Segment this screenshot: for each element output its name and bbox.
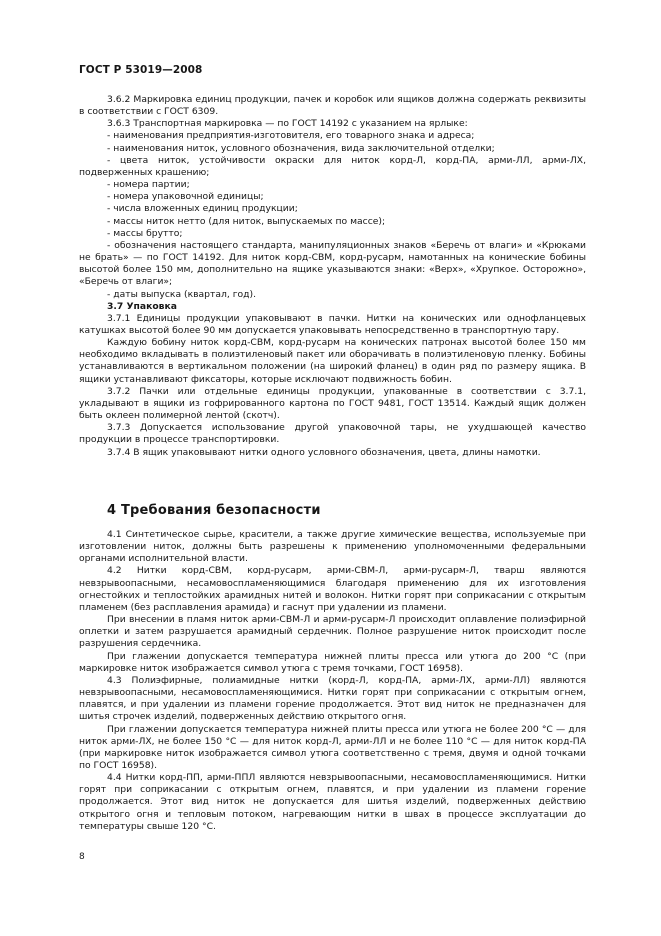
paragraph: 4.1 Синтетическое сырье, красители, а также другие химические вещества, используемые при изготовлении ниток, должны быть разрешены к применению уполномоченными федеральными органами исполнительной власти. bbox=[79, 529, 586, 565]
paragraph: - массы ниток нетто (для ниток, выпускаемых по массе); bbox=[107, 215, 386, 227]
paragraph: Каждую бобину ниток корд-СВМ, корд-русарм на конических патронах высотой более 150 мм необходимо вкладывать в полиэтиленовый пакет или оборачивать в полиэтиленовую пленку. Бобины устанавливаются в вертикальном положении (на широкий фланец) в один ряд по размеру ящика. В ящики устанавливают фиксаторы, которые исключают подвижность бобин. bbox=[79, 337, 586, 385]
paragraph: 4.4 Нитки корд-ПП, арми-ППЛ являются невзрывоопасными, несамовоспламеняющимися. Нитки горят при соприкасании с открытым огнем, плавятся, и при удалении из пламени горение продолжается. Этот вид ниток не допускается для шитья изделий, подверженных действию открытого огня и тепловым потоком, нагревающим нитки в швах в процессе эксплуатации до температуры свыше 120 °С. bbox=[79, 772, 586, 832]
paragraph: При внесении в пламя ниток арми-СВМ-Л и арми-русарм-Л происходит оплавление полиэфирной оплетки и затем разрушается арамидный сердечник. Полное разрушение ниток происходит после разрушения сердечника. bbox=[79, 614, 586, 650]
paragraph: 3.7.4 В ящик упаковывают нитки одного условного обозначения, цвета, длины намотки. bbox=[107, 446, 541, 458]
paragraph: 4.3 Полиэфирные, полиамидные нитки (корд-Л, корд-ПА, арми-ЛХ, арми-ЛЛ) являются невзрывоопасными, несамовоспламеняющимися. Нитки горят при соприкасании с открытым огнем, плавятся, и при удалении из пламени горение продолжается. Этот вид ниток не предназначен для шитья строчек изделий, подверженных действию открытого огня. bbox=[79, 674, 586, 723]
section-4-text bbox=[79, 529, 586, 833]
paragraph: 3.7.2 Пачки или отдельные единицы продукции, упакованные в соответствии с 3.7.1, укладывают в ящики из гофрированного картона по ГОСТ 9481, ГОСТ 13514. Каждый ящик должен быть оклеен полимерной лентой (скотч). bbox=[79, 385, 586, 422]
paragraph: 3.7.1 Единицы продукции упаковывают в пачки. Нитки на конических или однофланцевых катушках высотой более 90 мм допускается упаковывать непосредственно в транспортную тару. bbox=[79, 312, 586, 336]
paragraph: При глажении допускается температура нижней плиты пресса или утюга не более 200 °С — для ниток арми-ЛХ, не более 150 °С — для ниток корд-Л, арми-ЛЛ и не более 110 °С — для ниток корд-ПА (при маркировке ниток изображается символ утюга соответственно с тремя, двумя и одной точками по ГОСТ 16958). bbox=[79, 723, 586, 771]
paragraph: - обозначения настоящего стандарта, манипуляционных знаков «Беречь от влаги» и «Крюками не брать» — по ГОСТ 14192. Для ниток корд-СВМ, корд-русарм, намотанных на конические бобины высотой более 150 мм, дополнительно на ящике указываются знаки: «Верх», «Хрупкое. Осторожно», «Беречь от влаги»; bbox=[79, 239, 586, 288]
paragraph: 3.7.3 Допускается использование другой упаковочной тары, не ухудшающей качество продукции в процессе транспортировки. bbox=[79, 422, 586, 446]
paragraph: При глажении допускается температура нижней плиты пресса или утюга до 200 °С (при маркировке ниток изображается символ утюга с тремя точками, ГОСТ 16958). bbox=[79, 650, 586, 674]
paragraph: - числа вложенных единиц продукции; bbox=[107, 203, 298, 215]
document-header: ГОСТ Р 53019—2008 bbox=[79, 64, 203, 76]
paragraph: 3.7 Упаковка bbox=[107, 300, 177, 312]
paragraph: - наименования ниток, условного обозначения, вида заключительной отделки; bbox=[107, 142, 495, 154]
paragraph: - номера партии; bbox=[107, 179, 190, 191]
paragraph: 3.6.2 Маркировка единиц продукции, пачек и коробок или ящиков должна содержать реквизиты в соответствии с ГОСТ 6309. bbox=[79, 94, 586, 118]
paragraph: - наименования предприятия-изготовителя, его товарного знака и адреса; bbox=[107, 130, 475, 142]
paragraph: - даты выпуска (квартал, год). bbox=[107, 288, 257, 300]
section-3-text bbox=[79, 94, 586, 459]
page-number: 8 bbox=[79, 852, 85, 862]
paragraph: - цвета ниток, устойчивости окраски для ниток корд-Л, корд-ПА, арми-ЛЛ, арми-ЛХ, подверженных крашению; bbox=[79, 154, 586, 178]
paragraph: 4.2 Нитки корд-СВМ, корд-русарм, арми-СВМ-Л, арми-русарм-Л, тварш являются невзрывоопасными, несамовоспламеняющимися благодаря применению для их изготовления огнестойких и теплостойких арамидных нитей и волокон. Нитки горят при соприкасании с открытым пламенем (без расплавления арамида) и гаснут при удалении из пламени. bbox=[79, 565, 586, 613]
section-4-heading: 4 Требования безопасности bbox=[107, 503, 321, 518]
paragraph: - массы брутто; bbox=[107, 227, 183, 239]
paragraph: 3.6.3 Транспортная маркировка — по ГОСТ 14192 с указанием на ярлыке: bbox=[107, 118, 468, 130]
paragraph: - номера упаковочной единицы; bbox=[107, 191, 264, 203]
